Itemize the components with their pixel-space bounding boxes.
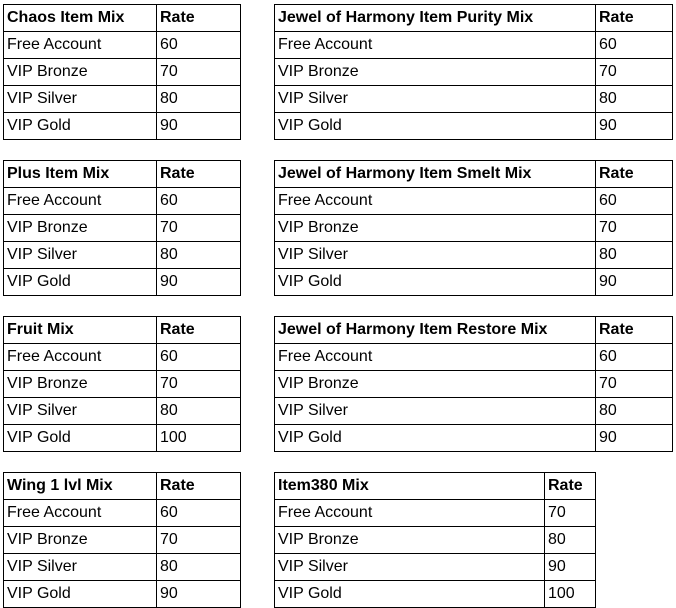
rate-value: 80 bbox=[545, 527, 596, 554]
table-row bbox=[4, 188, 241, 215]
account-tier: VIP Silver bbox=[275, 398, 596, 425]
account-tier: VIP Gold bbox=[275, 113, 596, 140]
table-row bbox=[4, 371, 241, 398]
account-tier: VIP Gold bbox=[4, 425, 157, 452]
account-tier: Free Account bbox=[275, 500, 545, 527]
rate-value: 70 bbox=[157, 215, 241, 242]
rate-value: 60 bbox=[157, 344, 241, 371]
rate-value: 80 bbox=[596, 86, 673, 113]
account-tier: Free Account bbox=[4, 188, 157, 215]
account-tier: VIP Gold bbox=[275, 425, 596, 452]
rate-column-header: Rate bbox=[596, 317, 673, 344]
table-row bbox=[275, 86, 673, 113]
mix-title: Jewel of Harmony Item Restore Mix bbox=[275, 317, 596, 344]
rate-column-header: Rate bbox=[596, 5, 673, 32]
account-tier: VIP Silver bbox=[4, 554, 157, 581]
account-tier: VIP Bronze bbox=[275, 371, 596, 398]
account-tier: VIP Bronze bbox=[275, 215, 596, 242]
rate-value: 60 bbox=[157, 32, 241, 59]
rate-column-header: Rate bbox=[596, 161, 673, 188]
mix-title: Jewel of Harmony Item Smelt Mix bbox=[275, 161, 596, 188]
rate-value: 80 bbox=[596, 242, 673, 269]
table-header-row bbox=[4, 161, 241, 188]
table-row bbox=[275, 188, 673, 215]
rate-value: 80 bbox=[157, 86, 241, 113]
table-row bbox=[4, 269, 241, 296]
rate-value: 90 bbox=[157, 581, 241, 608]
table-row bbox=[275, 242, 673, 269]
mix-title: Jewel of Harmony Item Purity Mix bbox=[275, 5, 596, 32]
account-tier: VIP Gold bbox=[4, 113, 157, 140]
rate-value: 70 bbox=[157, 527, 241, 554]
table-header-row bbox=[275, 5, 673, 32]
mix-title: Plus Item Mix bbox=[4, 161, 157, 188]
plus-item-mix-rate-table bbox=[3, 160, 241, 296]
account-tier: VIP Bronze bbox=[4, 215, 157, 242]
rate-column-header: Rate bbox=[157, 317, 241, 344]
table-row bbox=[275, 371, 673, 398]
rate-value: 70 bbox=[545, 500, 596, 527]
table-row bbox=[4, 527, 241, 554]
table-row bbox=[4, 59, 241, 86]
rate-column-header: Rate bbox=[157, 5, 241, 32]
rate-column-header: Rate bbox=[157, 161, 241, 188]
mix-title: Chaos Item Mix bbox=[4, 5, 157, 32]
rate-value: 90 bbox=[596, 113, 673, 140]
rate-value: 80 bbox=[157, 554, 241, 581]
table-row bbox=[275, 32, 673, 59]
table-header-row bbox=[275, 161, 673, 188]
rate-value: 90 bbox=[157, 113, 241, 140]
account-tier: VIP Bronze bbox=[4, 527, 157, 554]
account-tier: VIP Gold bbox=[275, 581, 545, 608]
account-tier: Free Account bbox=[275, 344, 596, 371]
table-row bbox=[275, 215, 673, 242]
rate-column-header: Rate bbox=[157, 473, 241, 500]
table-row bbox=[275, 425, 673, 452]
account-tier: Free Account bbox=[4, 500, 157, 527]
table-row bbox=[4, 32, 241, 59]
rate-value: 60 bbox=[596, 32, 673, 59]
fruit-mix-rate-table bbox=[3, 316, 241, 452]
account-tier: VIP Silver bbox=[4, 242, 157, 269]
wing-1-lvl-mix-rate-table bbox=[3, 472, 241, 608]
account-tier: Free Account bbox=[4, 32, 157, 59]
chaos-item-mix-rate-table bbox=[3, 4, 241, 140]
rate-value: 80 bbox=[157, 242, 241, 269]
account-tier: VIP Silver bbox=[275, 86, 596, 113]
table-row bbox=[4, 554, 241, 581]
rate-value: 80 bbox=[596, 398, 673, 425]
jewel-of-harmony-item-restore-mix-rate-table bbox=[274, 316, 673, 452]
rate-value: 90 bbox=[545, 554, 596, 581]
rate-value: 60 bbox=[157, 500, 241, 527]
rate-value: 100 bbox=[157, 425, 241, 452]
table-row bbox=[275, 344, 673, 371]
table-row bbox=[4, 344, 241, 371]
item380-mix-rate-table bbox=[274, 472, 596, 608]
rate-value: 60 bbox=[157, 188, 241, 215]
rate-value: 90 bbox=[596, 425, 673, 452]
rate-value: 70 bbox=[596, 215, 673, 242]
table-header-row bbox=[275, 473, 596, 500]
rate-value: 80 bbox=[157, 398, 241, 425]
table-row bbox=[275, 500, 596, 527]
jewel-of-harmony-item-smelt-mix-rate-table bbox=[274, 160, 673, 296]
table-row bbox=[275, 554, 596, 581]
table-row bbox=[4, 581, 241, 608]
account-tier: VIP Bronze bbox=[275, 527, 545, 554]
rate-value: 90 bbox=[157, 269, 241, 296]
rate-value: 90 bbox=[596, 269, 673, 296]
rate-column-header: Rate bbox=[545, 473, 596, 500]
account-tier: VIP Gold bbox=[275, 269, 596, 296]
table-row bbox=[275, 269, 673, 296]
account-tier: VIP Silver bbox=[4, 398, 157, 425]
table-row bbox=[4, 500, 241, 527]
table-row bbox=[4, 86, 241, 113]
account-tier: VIP Bronze bbox=[4, 371, 157, 398]
account-tier: VIP Silver bbox=[4, 86, 157, 113]
table-header-row bbox=[4, 317, 241, 344]
account-tier: Free Account bbox=[275, 32, 596, 59]
table-row bbox=[4, 215, 241, 242]
account-tier: VIP Silver bbox=[275, 554, 545, 581]
table-header-row bbox=[4, 473, 241, 500]
account-tier: Free Account bbox=[275, 188, 596, 215]
table-row bbox=[4, 242, 241, 269]
rate-value: 70 bbox=[157, 59, 241, 86]
account-tier: VIP Bronze bbox=[4, 59, 157, 86]
table-row bbox=[275, 59, 673, 86]
table-row bbox=[4, 113, 241, 140]
table-row bbox=[4, 425, 241, 452]
account-tier: VIP Gold bbox=[4, 269, 157, 296]
account-tier: Free Account bbox=[4, 344, 157, 371]
mix-title: Item380 Mix bbox=[275, 473, 545, 500]
account-tier: VIP Silver bbox=[275, 242, 596, 269]
account-tier: VIP Gold bbox=[4, 581, 157, 608]
rate-value: 60 bbox=[596, 344, 673, 371]
rate-value: 70 bbox=[596, 371, 673, 398]
rate-value: 70 bbox=[157, 371, 241, 398]
rate-value: 70 bbox=[596, 59, 673, 86]
table-row bbox=[275, 113, 673, 140]
account-tier: VIP Bronze bbox=[275, 59, 596, 86]
table-header-row bbox=[4, 5, 241, 32]
table-header-row bbox=[275, 317, 673, 344]
mix-title: Wing 1 lvl Mix bbox=[4, 473, 157, 500]
rate-value: 60 bbox=[596, 188, 673, 215]
rate-value: 100 bbox=[545, 581, 596, 608]
mix-title: Fruit Mix bbox=[4, 317, 157, 344]
table-row bbox=[4, 398, 241, 425]
jewel-of-harmony-item-purity-mix-rate-table bbox=[274, 4, 673, 140]
table-row bbox=[275, 527, 596, 554]
table-row bbox=[275, 398, 673, 425]
table-row bbox=[275, 581, 596, 608]
